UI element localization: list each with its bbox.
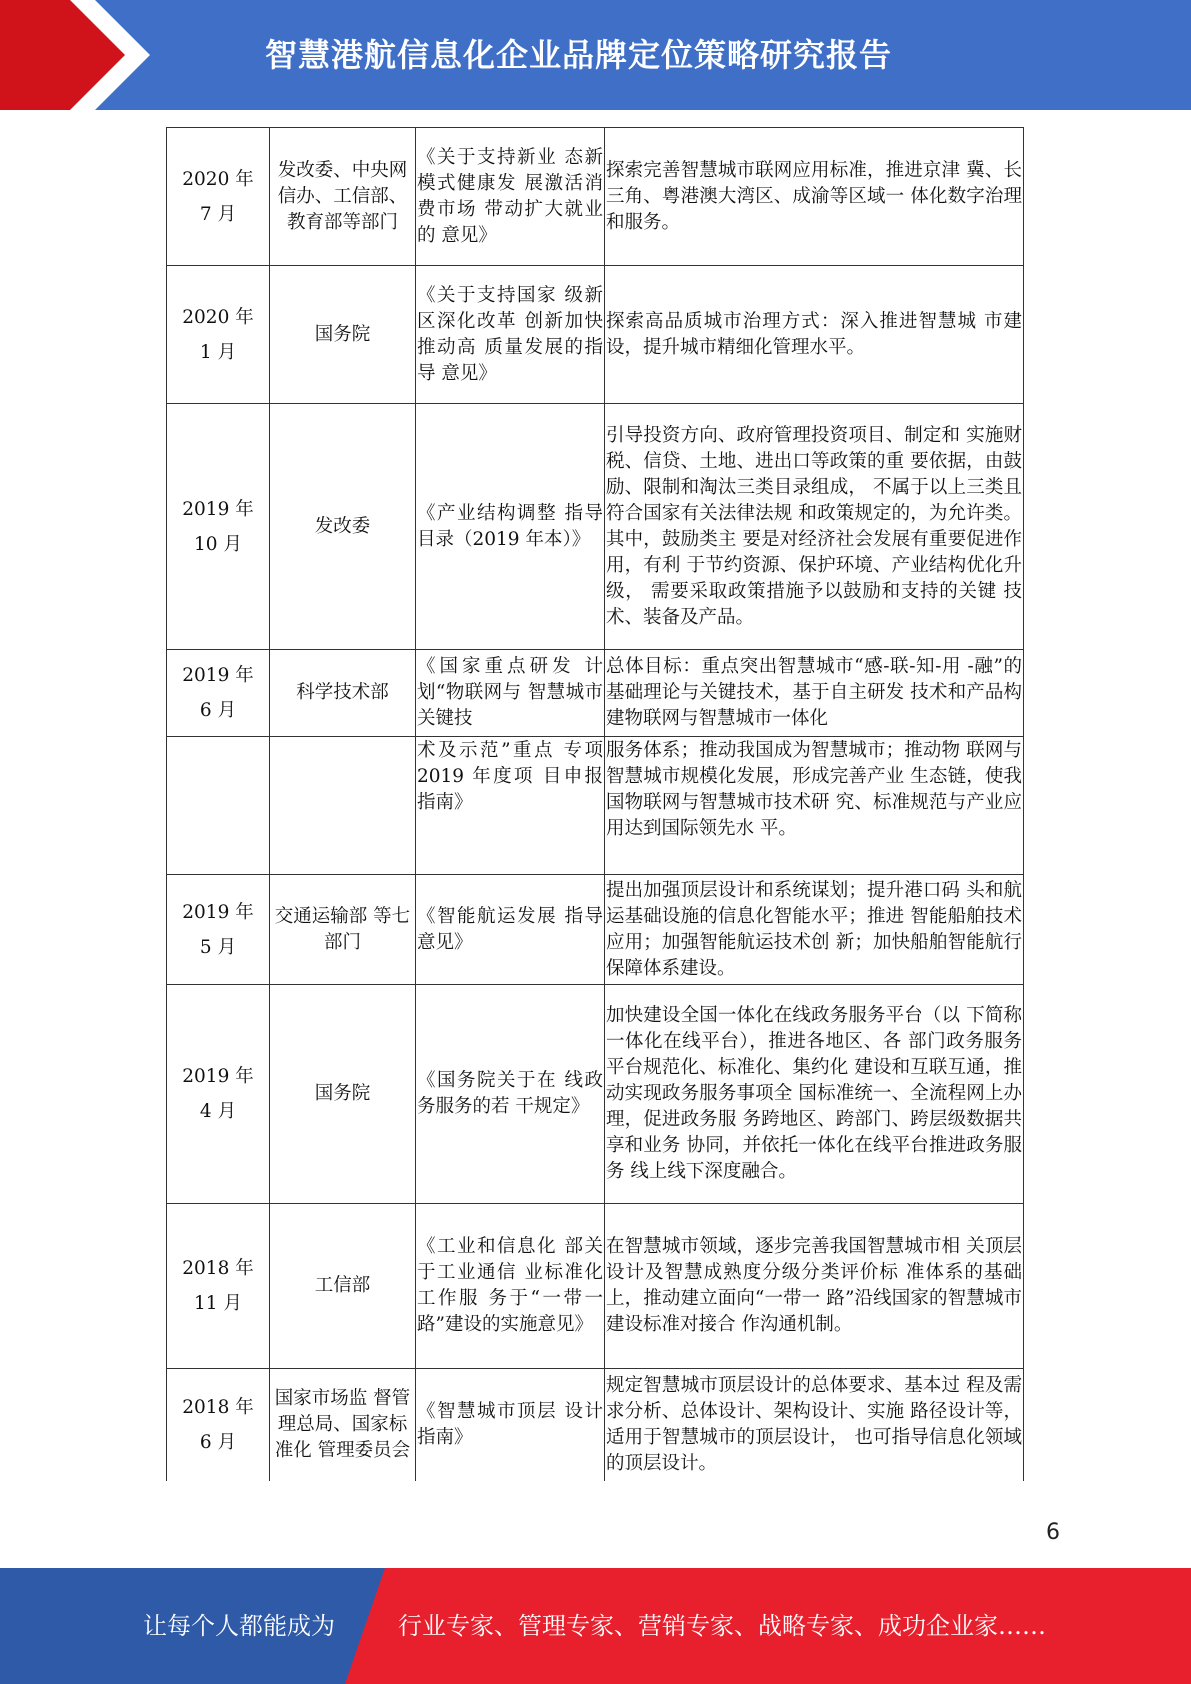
document-cell: 《工业和信息化 部关于工业通信 业标准化工作服 务于“一带一 路”建设的实施意见》 <box>416 1204 605 1369</box>
date-cell <box>167 875 270 985</box>
footer-slogan-right: 行业专家、管理专家、营销专家、战略专家、成功企业家…… <box>398 1612 1046 1640</box>
department-cell: 工信部 <box>270 1204 416 1369</box>
document-cell: 《关于支持国家 级新区深化改革 创新加快推动高 质量发展的指导 意见》 <box>416 266 605 404</box>
date-cell <box>167 985 270 1204</box>
table-row <box>167 875 1024 985</box>
date-cell <box>167 1369 270 1481</box>
description-cell: 引导投资方向、政府管理投资项目、制定和 实施财税、信贷、土地、进出口等政策的重 要依据，由鼓励、限制和淘汰三类目录组成， 不属于以上三类且符合国家有关法律法规 和政策规定的，为允许类。其中，鼓励类主 要是对经济社会发展有重要促进作用，有利 于节约资源、保护环境、产业结构优化升级， 需要采取政策措施予以鼓励和支持的关键 技术、装备及产品。 <box>605 404 1024 650</box>
month-text: 7 月 <box>199 203 237 225</box>
date-cell <box>167 737 270 875</box>
table-row <box>167 650 1024 737</box>
department-cell: 国务院 <box>270 266 416 404</box>
month-text: 11 月 <box>194 1293 242 1314</box>
year-text: 2018 年 <box>182 1258 254 1279</box>
description-cell: 提出加强顶层设计和系统谋划；提升港口码 头和航运基础设施的信息化智能水平；推进 智能船舶技术应用；加强智能航运技术创 新；加快船舶智能航行保障体系建设。 <box>605 875 1024 985</box>
table-row <box>167 1369 1024 1481</box>
month-text: 4 月 <box>199 1101 237 1122</box>
table-row <box>167 1204 1024 1369</box>
document-cell: 《关于支持新业 态新模式健康发 展激活消费市场 带动扩大就业的 意见》 <box>416 128 605 266</box>
department-cell: 科学技术部 <box>270 650 416 737</box>
page-footer <box>0 1568 1191 1684</box>
table-row <box>167 737 1024 875</box>
month-text: 1 月 <box>199 341 237 363</box>
department-cell: 交通运输部 等七部门 <box>270 875 416 985</box>
year-text: 2018 年 <box>182 1396 254 1418</box>
date-cell <box>167 650 270 737</box>
year-text: 2019 年 <box>182 665 254 686</box>
description-cell: 规定智慧城市顶层设计的总体要求、基本过 程及需求分析、总体设计、架构设计、实施 路径设计等，适用于智慧城市的顶层设计， 也可指导信息化领域的顶层设计。 <box>605 1369 1024 1481</box>
year-text: 2019 年 <box>182 498 254 520</box>
document-cell: 《国家重点研发 计划“物联网与 智慧城市关键技 <box>416 650 605 737</box>
month-text: 5 月 <box>199 936 237 958</box>
document-cell: 术及示范”重点 专项 2019 年度项 目申报指南》 <box>416 737 605 875</box>
document-cell: 《智能航运发展 指导意见》 <box>416 875 605 985</box>
month-text: 6 月 <box>199 700 237 721</box>
document-cell: 《国务院关于在 线政务服务的若 干规定》 <box>416 985 605 1204</box>
table-row <box>167 266 1024 404</box>
report-title: 智慧港航信息化企业品牌定位策略研究报告 <box>265 36 893 74</box>
footer-slogan-left: 让每个人都能成为 <box>143 1612 335 1640</box>
year-text: 2020 年 <box>182 306 254 328</box>
department-cell: 国家市场监 督管理总局、国家标准化 管理委员会 <box>270 1369 416 1481</box>
date-cell <box>167 128 270 266</box>
month-text: 10 月 <box>194 533 242 555</box>
description-cell: 在智慧城市领域，逐步完善我国智慧城市相 关顶层设计及智慧成熟度分级分类评价标 准体系的基础上，推动建立面向“一带一 路”沿线国家的智慧城市建设标准对接合 作沟通机制。 <box>605 1204 1024 1369</box>
date-cell <box>167 404 270 650</box>
table-row <box>167 128 1024 266</box>
description-cell: 探索完善智慧城市联网应用标准，推进京津 冀、长三角、粤港澳大湾区、成渝等区域一 体化数字治理和服务。 <box>605 128 1024 266</box>
department-cell <box>270 737 416 875</box>
description-cell: 探索高品质城市治理方式：深入推进智慧城 市建设，提升城市精细化管理水平。 <box>605 266 1024 404</box>
document-cell: 《产业结构调整 指导目录（2019 年本）》 <box>416 404 605 650</box>
date-cell <box>167 1204 270 1369</box>
year-text: 2019 年 <box>182 1066 254 1087</box>
description-cell: 加快建设全国一体化在线政务服务平台（以 下简称一体化在线平台），推进各地区、各 部门政务服务平台规范化、标准化、集约化 建设和互联互通，推动实现政务服务事项全 国标准统一、全流程网上办理，促进政务服 务跨地区、跨部门、跨层级数据共享和业务 协同，并依托一体化在线平台推进政务服务 线上线下深度融合。 <box>605 985 1024 1204</box>
page-number: 6 <box>1046 1520 1060 1545</box>
page-header <box>0 0 1191 110</box>
year-text: 2020 年 <box>182 168 254 190</box>
policy-table <box>166 127 1024 1481</box>
department-cell: 发改委、中央网信办、工信部、教育部等部门 <box>270 128 416 266</box>
table-row <box>167 404 1024 650</box>
year-text: 2019 年 <box>182 901 254 923</box>
red-chevron-icon <box>0 0 150 110</box>
table-row <box>167 985 1024 1204</box>
description-cell: 服务体系；推动我国成为智慧城市；推动物 联网与智慧城市规模化发展，形成完善产业 生态链，使我国物联网与智慧城市技术研 究、标准规范与产业应用达到国际领先水 平。 <box>605 737 1024 875</box>
document-cell: 《智慧城市顶层 设计指南》 <box>416 1369 605 1481</box>
month-text: 6 月 <box>199 1431 237 1453</box>
policy-table-wrapper <box>166 127 1024 1481</box>
department-cell: 国务院 <box>270 985 416 1204</box>
date-cell <box>167 266 270 404</box>
department-cell: 发改委 <box>270 404 416 650</box>
description-cell: 总体目标：重点突出智慧城市“感-联-知-用 -融”的基础理论与关键技术，基于自主研发 技术和产品构建物联网与智慧城市一体化 <box>605 650 1024 737</box>
